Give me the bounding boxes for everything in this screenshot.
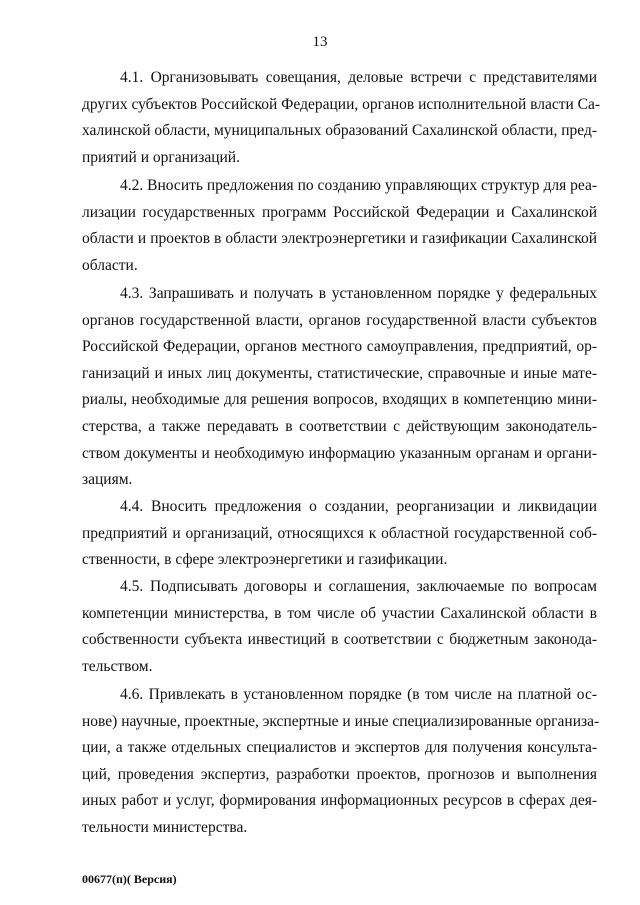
paragraph-line: зациям. — [82, 471, 133, 489]
paragraph-line: предприятий и организаций, относящихся к областной государственной соб- — [82, 524, 597, 542]
paragraph-line: Российской Федерации, органов местного самоуправления, предприятий, ор- — [82, 338, 597, 356]
paragraph-line: иных работ и услуг, формирования информационных ресурсов в сферах дея- — [82, 792, 597, 810]
paragraph-line: области. — [82, 256, 138, 274]
paragraph-line: тельством. — [82, 657, 153, 675]
paragraph-line: области и проектов в области электроэнергетики и газификации Сахалинской — [82, 230, 597, 248]
paragraph-line: 4.1. Организовывать совещания, деловые встречи с представителями — [120, 69, 597, 86]
paragraph-line: стерства, а также передавать в соответствии с действующим законодатель- — [82, 418, 597, 435]
paragraph-line: ганизаций и иных лиц документы, статистические, справочные и иные мате- — [82, 364, 597, 382]
paragraph-line: 4.3. Запрашивать и получать в установленном порядке у федеральных — [120, 285, 597, 302]
paragraph-line: органов государственной власти, органов государственной власти субъектов — [82, 311, 597, 329]
paragraph-line: тельности министерства. — [82, 819, 248, 836]
paragraph-line: ций, проведения экспертиз, разработки проектов, прогнозов и выполнения — [82, 765, 597, 783]
paragraph-line: риалы, необходимые для решения вопросов, входящих в компетенцию мини- — [82, 391, 597, 409]
paragraph-line: собственности субъекта инвестиций в соответствии с бюджетным законода- — [82, 631, 597, 649]
paragraph-line: 4.2. Вносить предложения по созданию управляющих структур для реа- — [120, 177, 597, 194]
document-footer: 00677(п)( Версия) — [82, 872, 177, 886]
paragraph-line: других субъектов Российской Федерации, органов исполнительной власти Са- — [82, 95, 601, 113]
paragraph-line: 4.6. Привлекать в установленном порядке (в том числе на платной ос- — [120, 686, 597, 703]
paragraph-line: лизации государственных программ Российской Федерации и Сахалинской — [82, 203, 597, 221]
paragraph-line: 4.4. Вносить предложения о создании, реорганизации и ликвидации — [120, 498, 597, 515]
paragraph-line: ственности, в сфере электроэнергетики и газификации. — [82, 551, 448, 569]
paragraph-line: 4.5. Подписывать договоры и соглашения, заключаемые по вопросам — [120, 578, 597, 595]
paragraph-line: ции, а также отдельных специалистов и экспертов для получения консульта- — [82, 739, 597, 757]
page-number: 13 — [312, 34, 328, 50]
paragraph-line: компетенции министерства, в том числе об участии Сахалинской области в — [82, 604, 597, 622]
paragraph-line: халинской области, муниципальных образований Сахалинской области, пред- — [82, 122, 597, 140]
paragraph-line: приятий и организаций. — [82, 148, 240, 166]
paragraph-line: ством документы и необходимую информацию указанным органам и органи- — [82, 444, 597, 462]
paragraph-line: нове) научные, проектные, экспертные и иные специализированные организа- — [82, 712, 600, 730]
